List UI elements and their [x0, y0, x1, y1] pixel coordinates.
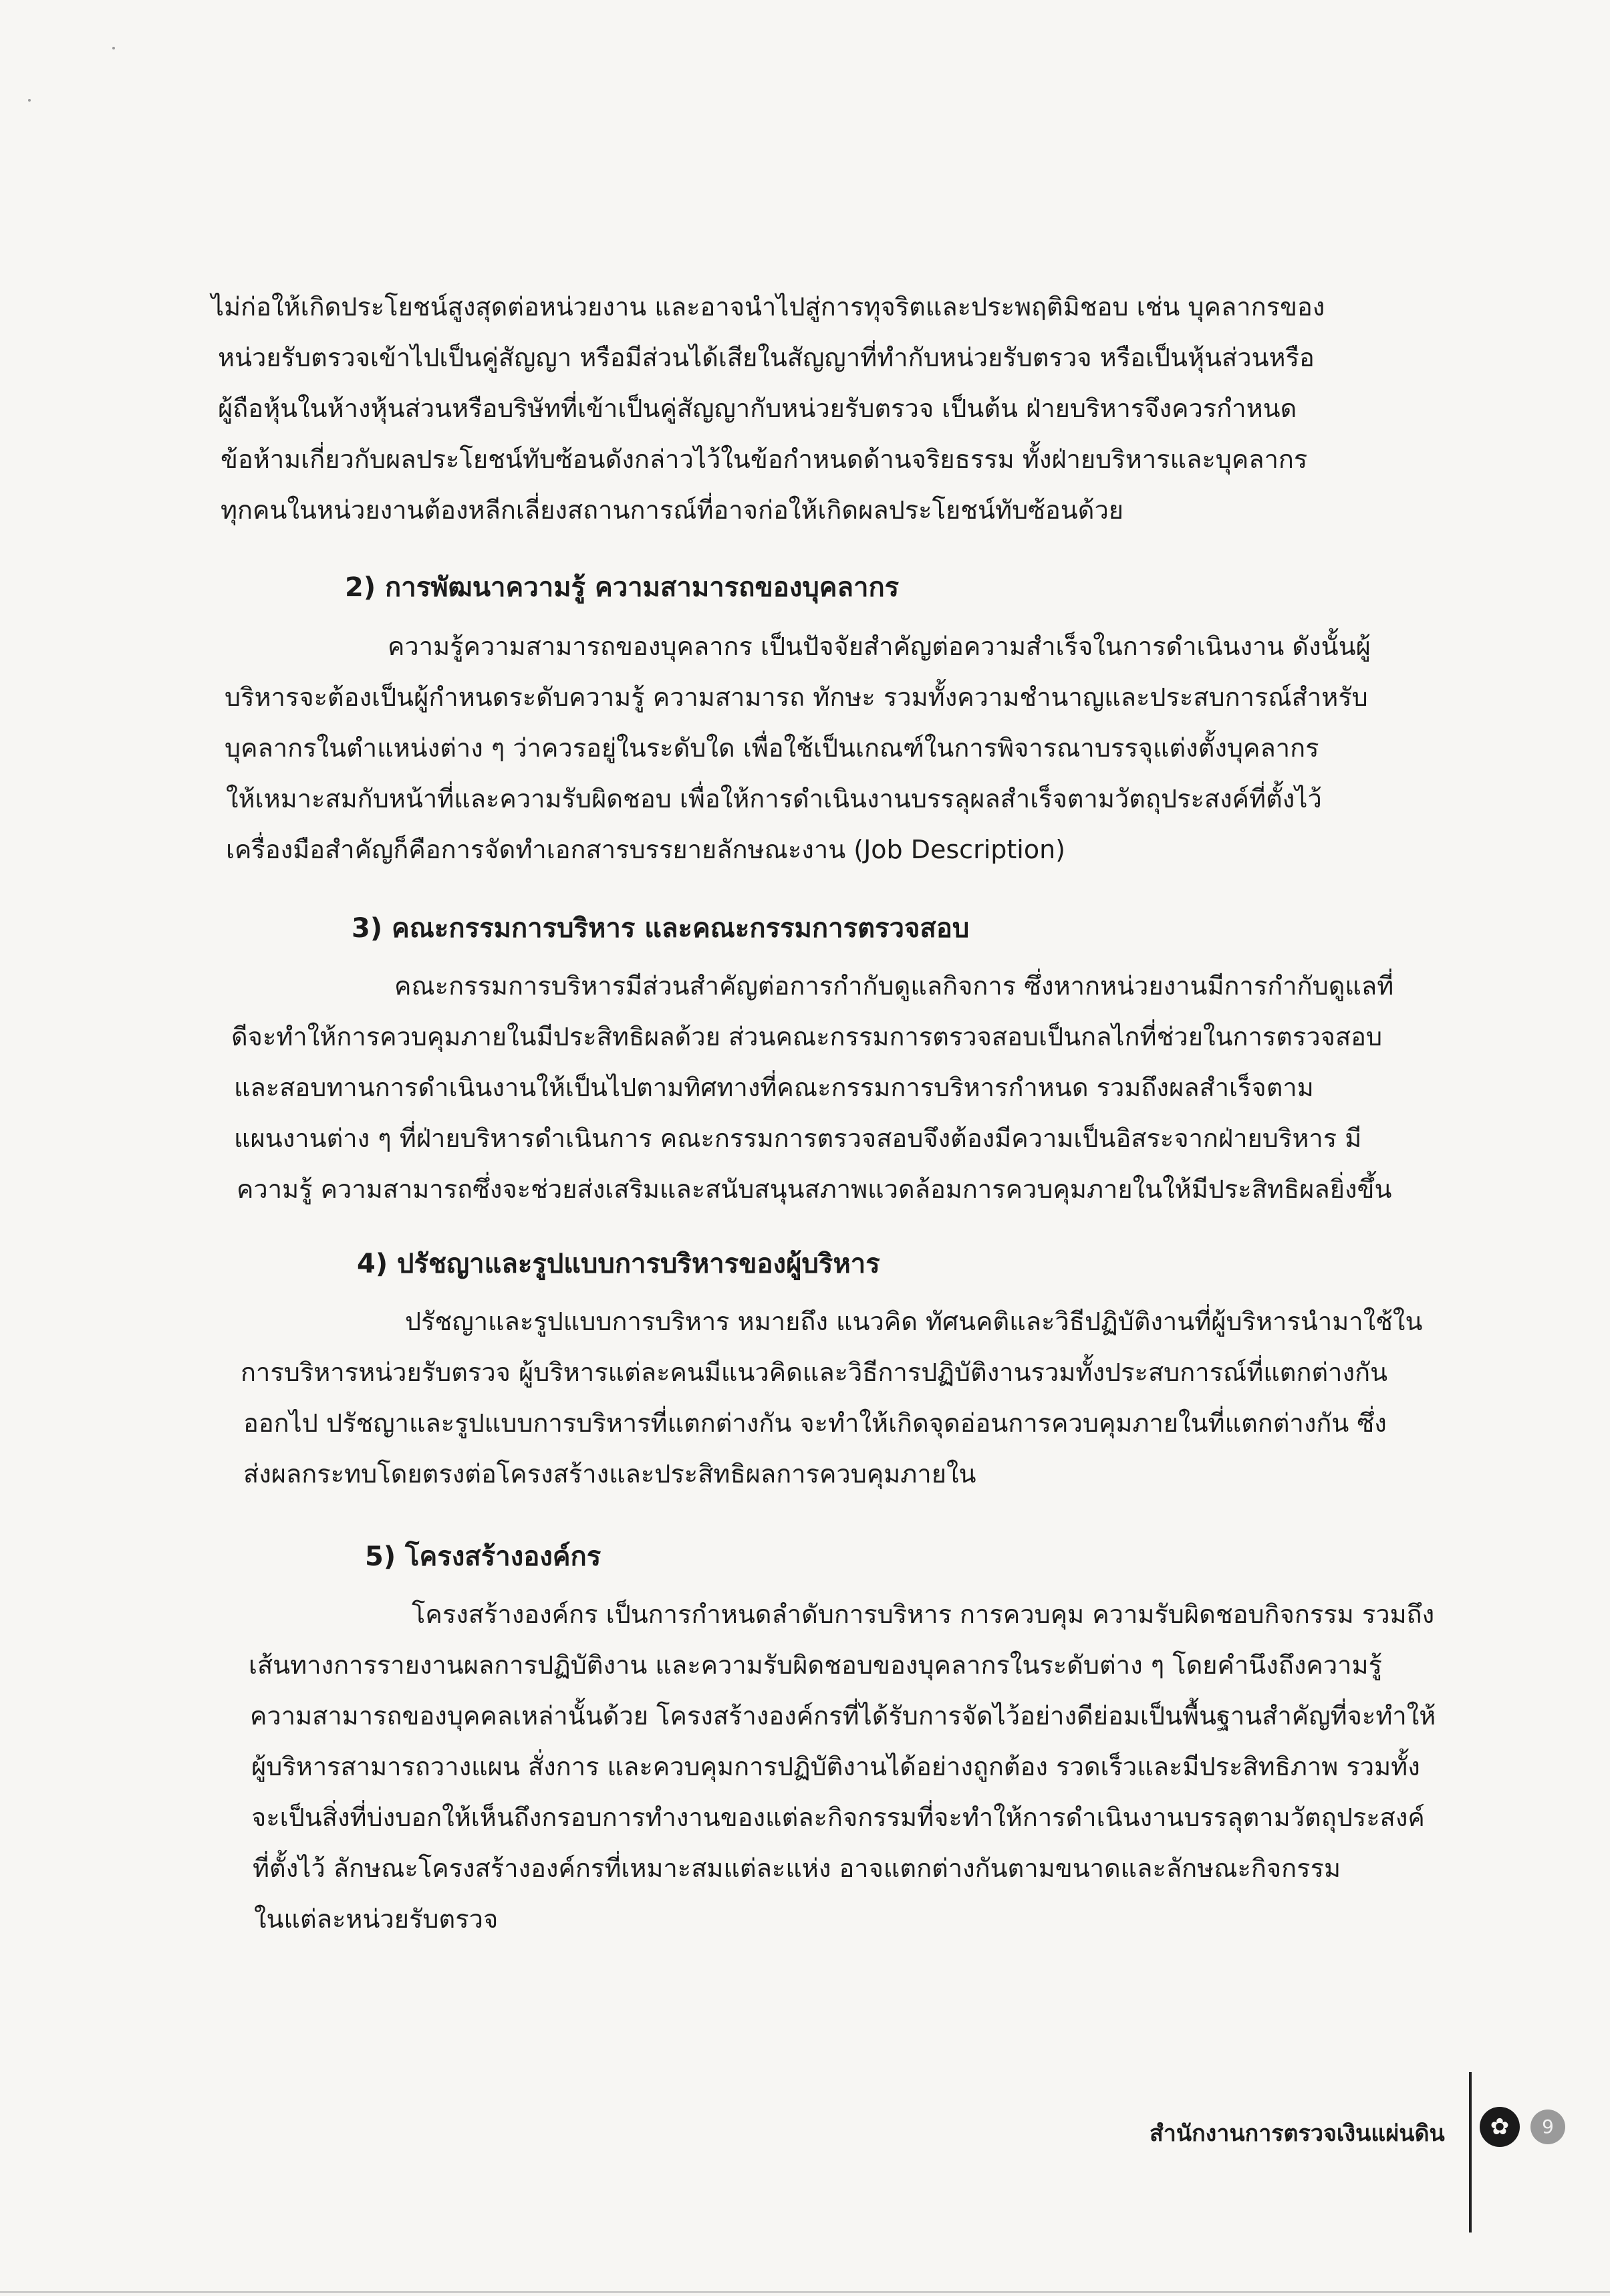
section-4-line-3: ออกไป ปรัชญาและรูปแบบการบริหารที่แตกต่างกัน จะทำให้เกิดจุดอ่อนการควบคุมภายในที่แตกต่างกัน ซึ่ง [243, 1408, 1387, 1438]
footer-agency-name: สำนักงานการตรวจเงินแผ่นดิน [1150, 2120, 1445, 2147]
section-3-line-4: แผนงานต่าง ๆ ที่ฝ่ายบริหารดำเนินการ คณะกรรมการตรวจสอบจึงต้องมีความเป็นอิสระจากฝ่ายบริหาร มี [234, 1124, 1362, 1153]
section-4-line-2: การบริหารหน่วยรับตรวจ ผู้บริหารแต่ละคนมีแนวคิดและวิธีการปฏิบัติงานรวมทั้งประสบการณ์ที่แตกต่างกัน [241, 1358, 1388, 1387]
section-4-line-1: ปรัชญาและรูปแบบการบริหาร หมายถึง แนวคิด ทัศนคติและวิธีปฏิบัติงานที่ผู้บริหารนำมาใช้ใน [405, 1307, 1423, 1336]
footer-divider [1469, 2072, 1472, 2233]
section-3-line-1: คณะกรรมการบริหารมีส่วนสำคัญต่อการกำกับดูแลกิจการ ซึ่งหากหน่วยงานมีการกำกับดูแลที่ [394, 971, 1394, 1001]
section-4-line-4: ส่งผลกระทบโดยตรงต่อโครงสร้างและประสิทธิผลการควบคุมภายใน [243, 1459, 976, 1489]
intro-line-1: ไม่ก่อให้เกิดประโยชน์สูงสุดต่อหน่วยงาน และอาจนำไปสู่การทุจริตและประพฤติมิชอบ เช่น บุคลากรของ [211, 292, 1325, 322]
section-2-heading: 2) การพัฒนาความรู้ ความสามารถของบุคลากร [345, 572, 900, 603]
section-5-line-7: ในแต่ละหน่วยรับตรวจ [254, 1904, 499, 1934]
section-5-line-1: โครงสร้างองค์กร เป็นการกำหนดลำดับการบริหาร การควบคุม ความรับผิดชอบกิจกรรม รวมถึง [412, 1600, 1435, 1629]
section-5-heading: 5) โครงสร้างองค์กร [365, 1541, 601, 1572]
section-5-line-6: ที่ตั้งไว้ ลักษณะโครงสร้างองค์กรที่เหมาะสมแต่ละแห่ง อาจแตกต่างกันตามขนาดและลักษณะกิจกรรม [253, 1854, 1341, 1883]
section-5-line-5: จะเป็นสิ่งที่บ่งบอกให้เห็นถึงกรอบการทำงานของแต่ละกิจกรรมที่จะทำให้การดำเนินงานบรรลุตามวัตถุประสงค์ [251, 1803, 1425, 1832]
section-2-line-3: บุคลากรในตำแหน่งต่าง ๆ ว่าควรอยู่ในระดับใด เพื่อใช้เป็นเกณฑ์ในการพิจารณาบรรจุแต่งตั้งบุคลากร [225, 733, 1319, 763]
section-3-line-3: และสอบทานการดำเนินงานให้เป็นไปตามทิศทางที่คณะกรรมการบริหารกำหนด รวมถึงผลสำเร็จตาม [234, 1073, 1314, 1102]
page-number: 9 [1530, 2110, 1565, 2144]
scan-speck [28, 99, 31, 102]
section-5-line-2: เส้นทางการรายงานผลการปฏิบัติงาน และความรับผิดชอบของบุคลากรในระดับต่าง ๆ โดยคำนึงถึงความรู้ [249, 1650, 1382, 1680]
section-5-line-4: ผู้บริหารสามารถวางแผน สั่งการ และควบคุมการปฏิบัติงานได้อย่างถูกต้อง รวดเร็วและมีประสิทธิภาพ รวมทั้ง [251, 1752, 1420, 1781]
agency-logo-icon: ✿ [1480, 2107, 1520, 2147]
section-4-heading: 4) ปรัชญาและรูปแบบการบริหารของผู้บริหาร [357, 1249, 880, 1279]
intro-line-4: ข้อห้ามเกี่ยวกับผลประโยชน์ทับซ้อนดังกล่าวไว้ในข้อกำหนดด้านจริยธรรม ทั้งฝ่ายบริหารและบุคลากร [221, 444, 1308, 474]
section-3-line-2: ดีจะทำให้การควบคุมภายในมีประสิทธิผลด้วย ส่วนคณะกรรมการตรวจสอบเป็นกลไกที่ช่วยในการตรวจสอบ [231, 1022, 1383, 1051]
section-3-line-5: ความรู้ ความสามารถซึ่งจะช่วยส่งเสริมและสนับสนุนสภาพแวดล้อมการควบคุมภายในให้มีประสิทธิผลยิ่งขึ้น [237, 1174, 1392, 1204]
scan-speck [112, 47, 115, 49]
section-2-line-5: เครื่องมือสำคัญก็คือการจัดทำเอกสารบรรยายลักษณะงาน (Job Description) [226, 835, 1065, 864]
intro-line-3: ผู้ถือหุ้นในห้างหุ้นส่วนหรือบริษัทที่เข้าเป็นคู่สัญญากับหน่วยรับตรวจ เป็นต้น ฝ่ายบริหารจึงควรกำหนด [218, 394, 1297, 423]
section-3-heading: 3) คณะกรรมการบริหาร และคณะกรรมการตรวจสอบ [352, 913, 970, 944]
section-2-line-4: ให้เหมาะสมกับหน้าที่และความรับผิดชอบ เพื่อให้การดำเนินงานบรรลุผลสำเร็จตามวัตถุประสงค์ที่ตั้งไว้ [226, 784, 1322, 813]
section-2-line-2: บริหารจะต้องเป็นผู้กำหนดระดับความรู้ ความสามารถ ทักษะ รวมทั้งความชำนาญและประสบการณ์สำหรับ [225, 682, 1368, 712]
intro-line-2: หน่วยรับตรวจเข้าไปเป็นคู่สัญญา หรือมีส่วนได้เสียในสัญญาที่ทำกับหน่วยรับตรวจ หรือเป็นหุ้นส่วนหรือ [218, 343, 1315, 372]
page-bottom-edge [0, 2291, 1610, 2293]
section-5-line-3: ความสามารถของบุคคลเหล่านั้นด้วย โครงสร้างองค์กรที่ได้รับการจัดไว้อย่างดีย่อมเป็นพื้นฐานสำคัญที่จะทำให้ [250, 1701, 1436, 1731]
intro-line-5: ทุกคนในหน่วยงานต้องหลีกเลี่ยงสถานการณ์ที่อาจก่อให้เกิดผลประโยชน์ทับซ้อนด้วย [221, 495, 1124, 525]
section-2-line-1: ความรู้ความสามารถของบุคลากร เป็นปัจจัยสำคัญต่อความสำเร็จในการดำเนินงาน ดังนั้นผู้ [388, 632, 1371, 661]
